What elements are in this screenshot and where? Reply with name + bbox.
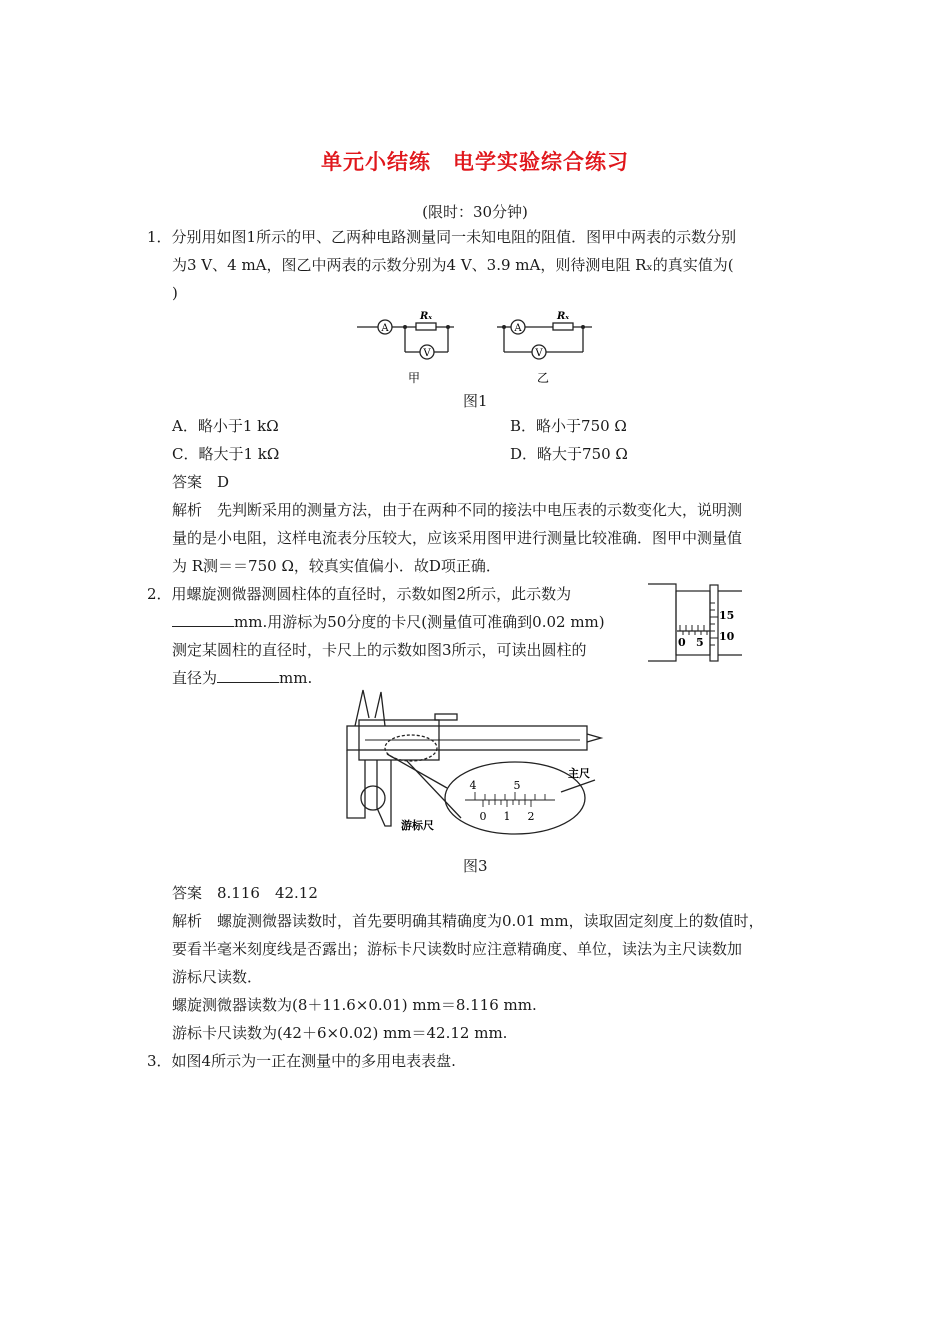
q2-analysis-3: 游标尺读数．	[172, 968, 263, 986]
q1-option-b: B．略小于750 Ω	[510, 417, 627, 435]
voltmeter-right-label: V	[535, 348, 543, 359]
resistor-right-label: Rₓ	[556, 311, 570, 322]
caliper-vernier-0: 0	[479, 810, 487, 823]
q2-line-3: 测定某圆柱的直径时，卡尺上的示数如图3所示，可读出圆柱的	[172, 641, 587, 659]
q2-line-1: 2．用螺旋测微器测圆柱体的直径时，示数如图2所示，此示数为	[147, 585, 572, 603]
caliper-vernier-1: 1	[503, 810, 511, 823]
micrometer-label-5: 5	[696, 636, 704, 649]
q1-line-3: )	[172, 284, 178, 302]
micrometer-label-10: 10	[719, 630, 735, 643]
figure-2-micrometer	[646, 581, 746, 663]
micrometer-label-0: 0	[678, 636, 686, 649]
ammeter-right-label: A	[514, 323, 522, 334]
micrometer-label-15: 15	[719, 609, 735, 622]
q1-answer: 答案 D	[172, 473, 230, 491]
q1-option-c: C．略大于1 kΩ	[172, 445, 280, 463]
caliper-vernier-2: 2	[527, 810, 535, 823]
figure-1-circuits	[352, 306, 602, 388]
page-title: 单元小结练 电学实验综合练习	[321, 149, 629, 174]
q1-option-a: A．略小于1 kΩ	[172, 417, 279, 435]
q1-option-d: D．略大于750 Ω	[510, 445, 628, 463]
answer-blank-2	[217, 668, 279, 683]
figure-3-caliper	[325, 688, 605, 838]
q2-calc-2: 游标卡尺读数为(42＋6×0.02) mm＝42.12 mm.	[172, 1024, 508, 1042]
figure-1-caption: 图1	[463, 392, 488, 410]
q2-answer: 答案 8.116 42.12	[172, 884, 318, 902]
voltmeter-left-label: V	[423, 348, 431, 359]
q1-analysis-2: 量的是小电阻，这样电流表分压较大，应该采用图甲进行测量比较准确．图甲中测量值	[172, 529, 743, 547]
circuit-yi-label: 乙	[536, 371, 550, 385]
ammeter-left-label: A	[381, 323, 389, 334]
q1-line-1: 1．分别用如图1所示的甲、乙两种电路测量同一未知电阻的阻值．图甲中两表的示数分别	[147, 228, 737, 246]
q1-analysis-1: 解析 先判断采用的测量方法，由于在两种不同的接法中电压表的示数变化大，说明测	[172, 501, 743, 519]
q1-analysis-3: 为 R测＝＝750 Ω，较真实值偏小．故D项正确．	[172, 557, 501, 575]
q2-analysis-1: 解析 螺旋测微器读数时，首先要明确其精确度为0.01 mm，读取固定刻度上的数值时，	[172, 912, 764, 930]
answer-blank-1	[172, 612, 234, 627]
caliper-main-4: 4	[469, 779, 477, 792]
q2-line-4: 直径为 mm.	[172, 669, 313, 687]
q1-line-2: 为3 V、4 mA，图乙中两表的示数分别为4 V、3.9 mA，则待测电阻 Rₓ的真实值为(	[172, 256, 734, 274]
time-limit: (限时：30分钟)	[422, 203, 528, 221]
q2-line-2: mm.用游标为50分度的卡尺(测量值可准确到0.02 mm)	[172, 612, 605, 632]
circuit-jia-label: 甲	[407, 371, 421, 385]
q2-analysis-2: 要看半毫米刻度线是否露出；游标卡尺读数时应注意精确度、单位，读法为主尺读数加	[172, 940, 743, 958]
caliper-vernier-label: 游标尺	[401, 819, 434, 832]
resistor-left-label: Rₓ	[419, 311, 433, 322]
q3-line-1: 3．如图4所示为一正在测量中的多用电表表盘.	[147, 1052, 456, 1070]
figure-3-caption: 图3	[463, 857, 488, 875]
q2-calc-1: 螺旋测微器读数为(8＋11.6×0.01) mm＝8.116 mm.	[172, 996, 537, 1014]
caliper-main-5: 5	[513, 779, 521, 792]
caliper-main-scale-label: 主尺	[568, 767, 590, 780]
